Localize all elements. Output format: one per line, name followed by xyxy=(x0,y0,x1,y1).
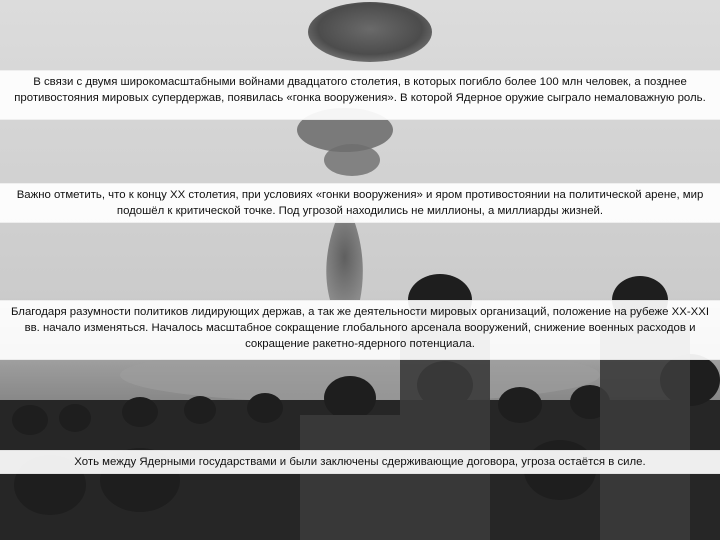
caption-arms-race-origin: В связи с двумя широкомасштабными войнами двадцатого столетия, в которых погибло более 100 млн человек, а позднее противостояния мировых супердержав, появилась «гонка вооружения». В которой Ядерное оружие сыграло немаловажную роль. xyxy=(0,70,720,120)
caption-disarmament: Благодаря разумности политиков лидирующих держав, а так же деятельности мировых организаций, положение на рубеже ХХ-ХХI вв. начало изменяться. Началось масштабное сокращение глобального арсенала вооружений, снижение военных расходов и сокращение ракетно-ядерного потенциала. xyxy=(0,300,720,360)
caption-threat-remains: Хоть между Ядерными государствами и были заключены сдерживающие договора, угроза остаётся в силе. xyxy=(0,450,720,474)
caption-critical-point: Важно отметить, что к концу ХХ столетия, при условиях «гонки вооружения» и яром противостоянии на политической арене, мир подошёл к критической точке. Под угрозой находились не миллионы, а миллиарды жизней. xyxy=(0,183,720,223)
